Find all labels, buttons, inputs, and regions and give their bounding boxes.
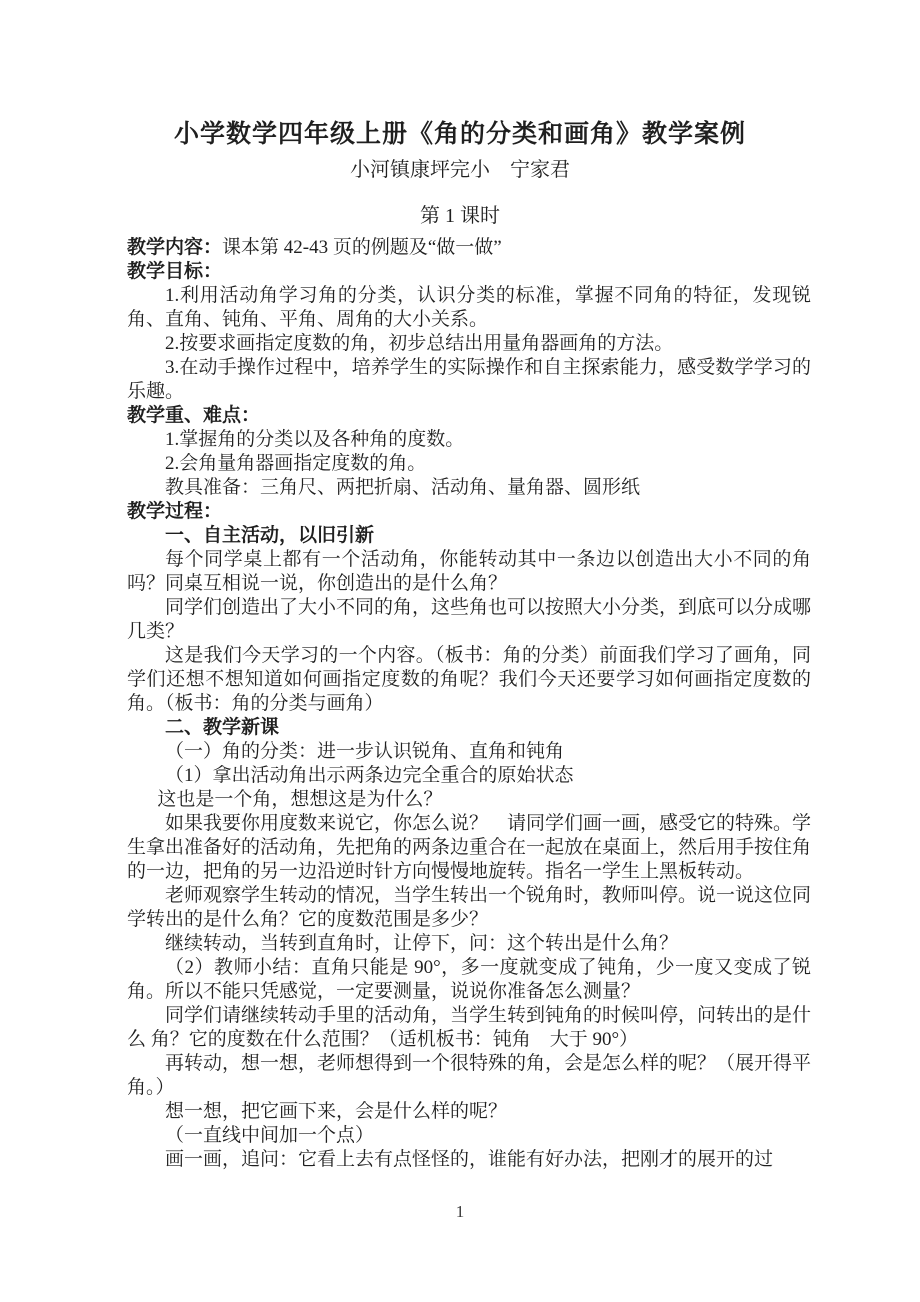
body-paragraph: 画一画，追问：它看上去有点怪怪的，谁能有好办法，把刚才的展开的过 xyxy=(165,1149,774,1170)
key-point-item-2: 2.会角量角器画指定度数的角。 xyxy=(165,453,427,474)
document-title: 小学数学四年级上册《角的分类和画角》教学案例 xyxy=(173,121,746,148)
document-author: 小河镇康坪完小 宁家君 xyxy=(350,159,570,181)
heading-section-two: 二、教学新课 xyxy=(165,717,280,738)
heading-teaching-process: 教学过程： xyxy=(127,501,223,522)
teaching-content-text: 课本第 42-43 页的例题及“做一做” xyxy=(222,237,502,258)
heading-teaching-objectives: 教学目标： xyxy=(127,261,223,282)
body-paragraph: 继续转动，当转到直角时，让停下，问：这个转出是什么角？ xyxy=(165,933,679,954)
body-paragraph: 每个同学桌上都有一个活动角，你能转动其中一条边以创造出大小不同的角吗？同桌互相说一说，你创造出的是什么角？ xyxy=(127,549,811,594)
body-paragraph: 这也是一个角，想想这是为什么？ xyxy=(157,789,443,810)
key-point-item-1: 1.掌握角的分类以及各种角的度数。 xyxy=(165,429,465,450)
body-paragraph: 同学们请继续转动手里的活动角，当学生转到钝角的时候叫停，问转出的是什么 角？它的度数在什么范围？（适机板书：钝角 大于 90°） xyxy=(127,1005,812,1050)
body-paragraph: 这是我们今天学习的一个内容。（板书：角的分类）前面我们学习了画角，同学们还想不想知道如何画指定度数的角呢？我们今天还要学习如何画指定度数的角。（板书：角的分类与画角） xyxy=(127,645,811,714)
body-paragraph: 再转动，想一想，老师想得到一个很特殊的角，会是怎么样的呢？（展开得平角。） xyxy=(127,1053,812,1098)
heading-key-difficult-points: 教学重、难点： xyxy=(127,405,261,426)
objective-item-3: 3.在动手操作过程中，培养学生的实际操作和自主探索能力，感受数学学习的乐趣。 xyxy=(127,357,811,402)
body-paragraph: （一直线中间加一个点） xyxy=(165,1125,375,1146)
session-heading: 第 1 课时 xyxy=(420,205,500,227)
heading-section-one: 一、自主活动，以旧引新 xyxy=(165,525,375,546)
teaching-aids-line: 教具准备：三角尺、两把折扇、活动角、量角器、圆形纸 xyxy=(165,477,641,498)
objective-item-1: 1.利用活动角学习角的分类，认识分类的标准，掌握不同角的特征，发现锐角、直角、钝角、平角、周角的大小关系。 xyxy=(127,285,811,330)
body-paragraph: 如果我要你用度数来说它，你怎么说？ 请同学们画一画，感受它的特殊。学生拿出准备好的活动角，先把角的两条边重合在一起放在桌面上，然后用手按住角的一边，把角的另一边沿逆时针方向慢慢地旋转。指名一学生上黑板转动。 xyxy=(127,813,812,882)
objective-item-2: 2.按要求画指定度数的角，初步总结出用量角器画角的方法。 xyxy=(165,333,674,354)
body-paragraph: 想一想，把它画下来，会是什么样的呢？ xyxy=(165,1101,508,1122)
body-paragraph: （1）拿出活动角出示两条边完全重合的原始状态 xyxy=(165,765,574,786)
document-body xyxy=(127,236,811,1172)
page-number: 1 xyxy=(455,1202,465,1221)
body-paragraph: （一）角的分类：进一步认识锐角、直角和钝角 xyxy=(165,741,565,762)
teaching-content-label: 教学内容： xyxy=(127,237,223,258)
body-paragraph: 老师观察学生转动的情况，当学生转出一个锐角时，教师叫停。说一说这位同学转出的是什么角？它的度数范围是多少？ xyxy=(127,885,812,930)
body-paragraph: 同学们创造出了大小不同的角，这些角也可以按照大小分类，到底可以分成哪几类？ xyxy=(127,597,812,642)
body-paragraph: （2）教师小结：直角只能是 90°，多一度就变成了钝角，少一度又变成了锐角。所以不能只凭感觉，一定要测量，说说你准备怎么测量？ xyxy=(127,957,811,1002)
teaching-content-line xyxy=(127,236,811,260)
